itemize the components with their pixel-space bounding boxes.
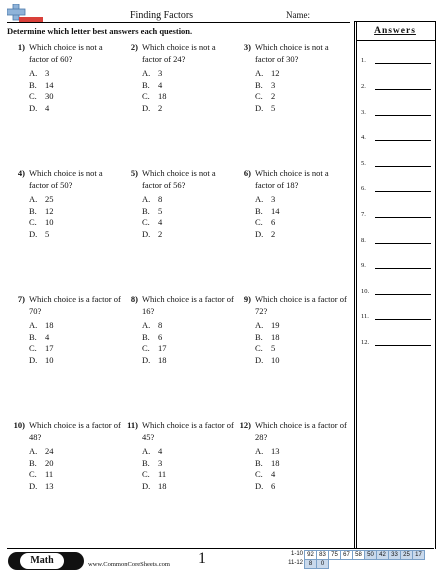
option-a [255,68,347,80]
option-c [255,217,347,229]
option-b [142,458,234,470]
option-letter: D. [29,102,38,113]
question-number: 11) [127,420,138,430]
option-d [142,481,234,493]
score-cell: 17 [412,550,425,560]
question-number: 12) [239,420,251,430]
question-text: Which choice is a factor of 72? [255,294,347,316]
math-badge [8,552,84,570]
option-letter: A. [255,320,264,330]
option-b [142,332,234,344]
option-value: 18 [158,354,167,365]
answer-field-3[interactable] [361,106,431,118]
option-letter: B. [29,205,37,216]
option-c [142,469,234,481]
score-cell: 75 [328,550,341,560]
option-list [29,320,121,366]
option-letter: C. [29,91,37,101]
answer-field-6[interactable] [361,182,431,194]
option-value: 12 [271,68,280,78]
score-cell: 92 [304,550,317,560]
option-list [142,320,234,366]
option-value: 11 [158,469,167,479]
option-value: 3 [158,68,163,78]
score-row-2 [284,559,425,568]
question-number: 8) [130,294,138,304]
answer-number: 9. [361,262,366,269]
option-value: 18 [45,320,54,330]
option-letter: C. [255,469,263,479]
option-value: 8 [158,194,163,204]
answer-field-12[interactable] [361,336,431,348]
option-a [142,68,234,80]
answer-blank[interactable] [375,217,431,218]
option-value: 5 [158,205,163,216]
option-c [142,343,234,355]
option-value: 24 [45,446,54,456]
option-letter: D. [255,354,264,365]
option-letter: A. [29,68,38,78]
option-d [29,355,121,367]
answer-blank[interactable] [375,345,431,346]
option-value: 5 [271,102,276,113]
answers-panel [354,21,436,549]
option-letter: A. [29,446,38,456]
option-c [142,91,234,103]
answer-blank[interactable] [375,115,431,116]
option-b [255,206,347,218]
option-b [29,80,121,92]
option-letter: B. [142,205,150,216]
answer-blank[interactable] [375,294,431,295]
option-value: 12 [45,205,54,216]
answer-number: 4. [361,134,366,141]
option-list [255,446,347,492]
option-b [255,332,347,344]
option-a [142,194,234,206]
instructions: Determine which letter best answers each question. [7,26,193,36]
option-value: 4 [45,331,50,342]
answer-field-9[interactable] [361,259,431,271]
option-value: 5 [45,228,50,239]
score-cell: 58 [352,550,365,560]
score-range: 1-10 [290,551,303,557]
option-d [255,481,347,493]
score-cell: 83 [316,550,329,560]
footer-divider [7,548,434,549]
option-letter: B. [255,457,263,468]
option-letter: D. [29,354,38,365]
answer-number: 2. [361,83,366,90]
option-letter: A. [255,194,264,204]
option-value: 17 [45,343,54,353]
option-letter: C. [255,343,263,353]
answer-field-8[interactable] [361,234,431,246]
option-value: 10 [45,217,54,227]
option-a [255,446,347,458]
answer-number: 12. [361,339,370,346]
question-number: 9) [243,294,251,304]
question-text: Which choice is a factor of 16? [142,294,234,316]
option-letter: B. [142,331,150,342]
option-list [255,194,347,240]
question-text: Which choice is a factor of 70? [29,294,121,316]
option-value: 14 [45,79,54,90]
question-number: 2) [130,42,138,52]
question-text: Which choice is not a factor of 60? [29,42,103,64]
option-list [142,194,234,240]
question-number: 7) [17,294,25,304]
score-cell: 42 [376,550,389,560]
answer-number: 3. [361,109,366,116]
worksheet-title: Finding Factors [130,10,194,21]
option-letter: A. [255,446,264,456]
option-value: 2 [271,228,276,239]
answer-number: 1. [361,57,366,64]
option-letter: C. [142,469,150,479]
option-c [29,91,121,103]
question-text: Which choice is a factor of 48? [29,420,121,442]
option-value: 3 [271,194,276,204]
question-number: 4) [17,168,25,178]
option-a [142,446,234,458]
option-b [29,332,121,344]
option-letter: D. [142,480,151,491]
option-letter: A. [142,446,151,456]
answer-number: 7. [361,211,366,218]
option-letter: D. [29,480,38,491]
option-c [255,343,347,355]
option-value: 6 [271,480,276,491]
option-d [29,229,121,241]
option-d [29,103,121,115]
option-value: 3 [45,68,50,78]
option-a [255,320,347,332]
option-letter: A. [29,194,38,204]
score-range: 11-12 [288,560,303,566]
logo-icon [7,4,43,24]
score-cell: 50 [364,550,377,560]
option-b [29,458,121,470]
score-table [284,550,425,568]
option-letter: C. [142,91,150,101]
option-value: 19 [271,320,280,330]
answer-blank[interactable] [375,191,431,192]
option-value: 30 [45,91,54,101]
option-letter: C. [142,343,150,353]
answer-blank[interactable] [375,319,431,320]
option-c [255,91,347,103]
answers-title: Answers [374,26,416,36]
question-number: 3) [243,42,251,52]
option-value: 13 [271,446,280,456]
option-letter: D. [255,480,264,491]
option-b [255,80,347,92]
option-list [142,68,234,114]
option-a [29,446,121,458]
option-list [142,446,234,492]
option-c [29,343,121,355]
option-value: 11 [45,469,54,479]
option-a [29,68,121,80]
answer-field-5[interactable] [361,157,431,169]
score-cell: 25 [400,550,413,560]
answer-number: 11. [361,313,369,320]
option-value: 20 [45,457,54,468]
question-text: Which choice is a factor of 28? [255,420,347,442]
option-a [29,320,121,332]
question-text: Which choice is not a factor of 50? [29,168,103,190]
option-c [29,469,121,481]
answer-field-10[interactable] [361,285,431,297]
question-number: 10) [13,420,25,430]
answer-field-1[interactable] [361,54,431,66]
option-value: 6 [271,217,276,227]
option-a [29,194,121,206]
option-b [255,458,347,470]
option-a [142,320,234,332]
option-list [29,446,121,492]
option-letter: C. [29,343,37,353]
option-letter: C. [255,91,263,101]
question-number: 6) [243,168,251,178]
answer-field-4[interactable] [361,131,431,143]
option-letter: C. [29,469,37,479]
option-d [255,355,347,367]
option-a [255,194,347,206]
option-letter: C. [255,217,263,227]
option-letter: B. [29,79,37,90]
option-value: 4 [45,102,50,113]
option-letter: D. [142,354,151,365]
option-letter: A. [29,320,38,330]
option-value: 10 [45,354,54,365]
question-number: 5) [130,168,138,178]
score-cell: 33 [388,550,401,560]
option-d [142,229,234,241]
option-letter: B. [255,331,263,342]
header-divider [7,22,350,23]
option-value: 8 [158,320,163,330]
option-list [255,320,347,366]
option-letter: C. [142,217,150,227]
answer-number: 10. [361,288,370,295]
option-value: 18 [158,480,167,491]
option-letter: C. [29,217,37,227]
score-cell: 8 [304,559,317,569]
answer-blank[interactable] [375,63,431,64]
question-number: 1) [17,42,25,52]
option-letter: A. [142,68,151,78]
answer-field-7[interactable] [361,208,431,220]
option-value: 18 [271,331,280,342]
option-c [255,469,347,481]
option-value: 4 [271,469,276,479]
option-value: 3 [158,457,163,468]
option-value: 5 [271,343,276,353]
answer-field-11[interactable] [361,310,431,322]
answer-blank[interactable] [375,243,431,244]
answer-blank[interactable] [375,268,431,269]
option-c [142,217,234,229]
option-value: 4 [158,79,163,90]
option-list [255,68,347,114]
option-letter: B. [255,79,263,90]
answer-number: 8. [361,237,366,244]
option-value: 3 [271,79,276,90]
name-label: Name: [286,10,310,20]
site-url: www.CommonCoreSheets.com [88,561,170,568]
question-text: Which choice is not a factor of 30? [255,42,329,64]
option-list [29,68,121,114]
option-d [255,229,347,241]
option-value: 4 [158,446,163,456]
option-letter: D. [142,228,151,239]
question-text: Which choice is not a factor of 24? [142,42,216,64]
option-letter: D. [255,102,264,113]
answer-field-2[interactable] [361,80,431,92]
answer-blank[interactable] [375,89,431,90]
answer-blank[interactable] [375,140,431,141]
option-c [29,217,121,229]
option-letter: D. [142,102,151,113]
option-letter: B. [142,79,150,90]
option-value: 10 [271,354,280,365]
option-value: 18 [158,91,167,101]
answers-divider [357,40,435,41]
page-number: 1 [198,550,206,567]
answer-number: 6. [361,185,366,192]
score-cell: 0 [316,559,329,569]
option-value: 4 [158,217,163,227]
score-cell: 67 [340,550,353,560]
option-value: 2 [158,228,163,239]
answer-number: 5. [361,160,366,167]
option-letter: A. [255,68,264,78]
option-letter: A. [142,194,151,204]
option-b [142,80,234,92]
answer-blank[interactable] [375,166,431,167]
option-letter: D. [255,228,264,239]
option-d [255,103,347,115]
math-badge-label: Math [20,553,64,569]
option-value: 17 [158,343,167,353]
option-letter: A. [142,320,151,330]
option-d [142,103,234,115]
option-letter: B. [29,457,37,468]
option-value: 2 [158,102,163,113]
option-letter: B. [29,331,37,342]
option-list [29,194,121,240]
option-b [29,206,121,218]
option-value: 6 [158,331,163,342]
option-letter: B. [142,457,150,468]
option-value: 2 [271,91,276,101]
footer [0,548,442,574]
option-letter: B. [255,205,263,216]
option-value: 13 [45,480,54,491]
option-value: 18 [271,457,280,468]
option-letter: D. [29,228,38,239]
option-d [29,481,121,493]
question-text: Which choice is a factor of 45? [142,420,234,442]
option-b [142,206,234,218]
option-value: 25 [45,194,54,204]
question-text: Which choice is not a factor of 18? [255,168,329,190]
question-text: Which choice is not a factor of 56? [142,168,216,190]
option-value: 14 [271,205,280,216]
score-row-1 [284,550,425,559]
option-d [142,355,234,367]
